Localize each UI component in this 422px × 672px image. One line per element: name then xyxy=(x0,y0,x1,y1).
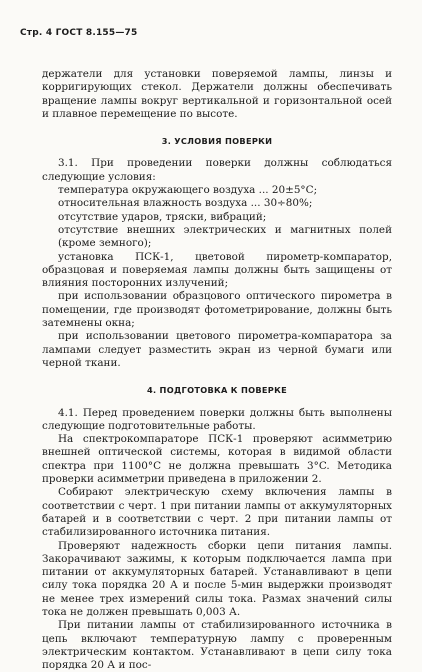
section-3-title: 3. УСЛОВИЯ ПОВЕРКИ xyxy=(161,136,273,147)
section-4-paragraph-1: 4.1. Перед проведением поверки должны быть выполнены следующие подготовительные работы. xyxy=(42,406,392,432)
section-3-paragraph-2: установка ПСК-1, цветовой пирометр-компаратор, образцовая и поверяемая лампы должны быть защищены от влияния посторонних излучений; xyxy=(42,250,392,290)
condition-item-vibration: отсутствие ударов, тряски, вибраций; xyxy=(58,210,267,223)
section-4-paragraph-2: На спектрокомпараторе ПСК-1 проверяют асимметрию внешней оптической системы, которая в видимой области спектра при 1100°C не должна превышать 3°C. Методика проверки асимметрии приведена в приложении 2. xyxy=(42,433,392,486)
section-3-paragraph-4: при использовании цветового пирометра-компаратора за лампами следует разместить экран из черной бумаги или черной ткани. xyxy=(42,330,392,369)
section-3-paragraph-3: при использовании образцового оптического пирометра в помещении, где производят фотометрирование, должны быть затемнены окна; xyxy=(42,290,392,330)
section-3-paragraph-1: 3.1. При проведении поверки должны соблюдаться следующие условия: xyxy=(42,157,392,183)
section-4-paragraph-3: Собирают электрическую схему включения лампы в соответствии с черт. 1 при питании лампы от аккумуляторных батарей и в соответствии с черт. 2 при питании лампы от стабилизированного источника питания. xyxy=(42,486,392,539)
intro-paragraph: держатели для установки поверяемой лампы, линзы и корригирующих стекол. Держатели должны обеспечивать вращение лампы вокруг вертикальной и горизонтальной осей и плавное перемещение по высоте. xyxy=(42,68,392,120)
section-4-title: 4. ПОДГОТОВКА К ПОВЕРКЕ xyxy=(147,385,287,396)
page-content xyxy=(42,68,392,672)
section-4-paragraph-5: При питании лампы от стабилизированного источника в цепь включают температурную лампу с проверенным электрическим контактом. Устанавливают в цепи силу тока порядка 20 А и пос- xyxy=(42,619,392,672)
condition-item-humidity: относительная влажность воздуха ... 30÷80%; xyxy=(58,197,313,210)
condition-item-temperature: температура окружающего воздуха ... 20±5°C; xyxy=(58,184,318,197)
page-header: Стр. 4 ГОСТ 8.155—75 xyxy=(20,28,138,38)
section-4-paragraph-4: Проверяют надежность сборки цепи питания лампы. Закорачивают зажимы, к которым подключается лампа при питании от аккумуляторных батарей. Устанавливают в цепи силу тока порядка 20 А и после 5-мин выдержки производят не менее трех измерений силы тока. Размах значений силы тока не должен превышать 0,003 А. xyxy=(42,539,392,618)
condition-item-fields: отсутствие внешних электрических и магнитных полей (кроме земного); xyxy=(58,223,392,250)
